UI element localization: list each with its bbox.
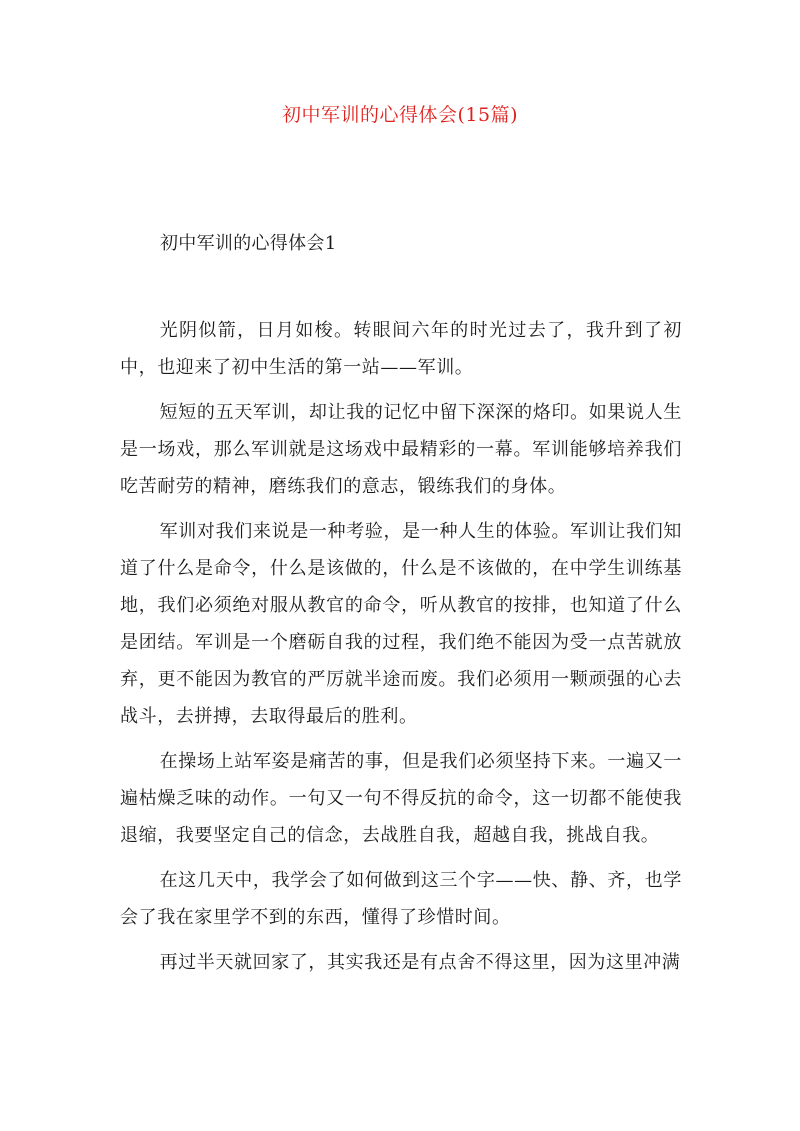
paragraph: 在这几天中，我学会了如何做到这三个字——快、静、齐，也学会了我在家里学不到的东西，懂得了珍惜时间。 [120,870,682,928]
body-text [120,312,682,989]
paragraph: 光阴似箭，日月如梭。转眼间六年的时光过去了，我升到了初中，也迎来了初中生活的第一站——军训。 [120,320,682,378]
document-title: 初中军训的心得体会(15篇) [281,104,518,126]
paragraph: 在操场上站军姿是痛苦的事，但是我们必须坚持下来。一遍又一遍枯燥乏味的动作。一句又一句不得反抗的命令，这一切都不能使我退缩，我要坚定自己的信念，去战胜自我，超越自我，挑战自我。 [120,751,682,846]
paragraph: 短短的五天军训，却让我的记忆中留下深深的烙印。如果说人生是一场戏，那么军训就是这场戏中最精彩的一幕。军训能够培养我们吃苦耐劳的精神，磨练我们的意志，锻练我们的身体。 [120,402,682,497]
paragraph: 军训对我们来说是一种考验，是一种人生的体验。军训让我们知道了什么是命令，什么是该做的，什么是不该做的，在中学生训练基地，我们必须绝对服从教官的命令，听从教官的按排，也知道了什么是团结。军训是一个磨砺自我的过程，我们绝不能因为受一点苦就放弃，更不能因为教官的严厉就半途而废。我们必须用一颗顽强的心去战斗，去拼搏，去取得最后的胜利。 [120,521,682,727]
section-heading: 初中军训的心得体会1 [160,233,337,254]
paragraph: 再过半天就回家了，其实我还是有点舍不得这里，因为这里冲满 [159,952,681,973]
